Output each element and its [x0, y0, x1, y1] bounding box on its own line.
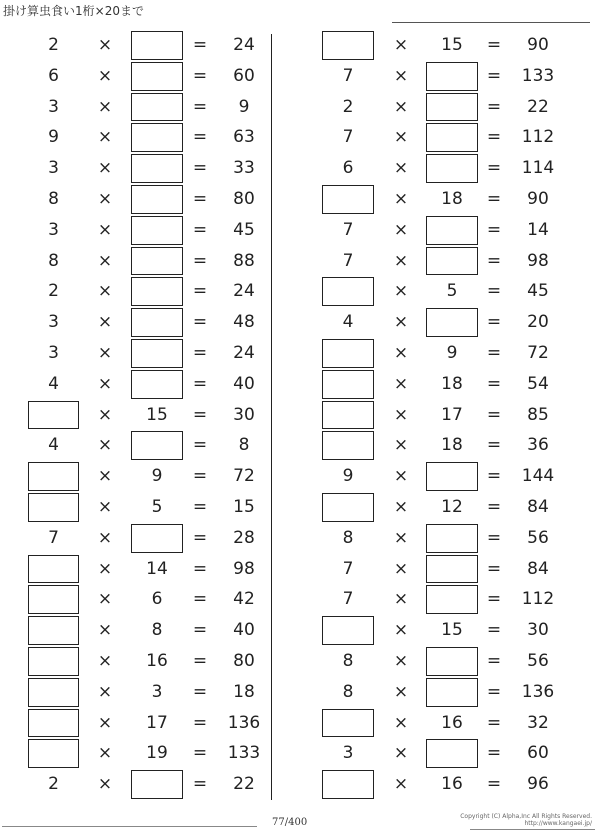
product: 96: [527, 774, 549, 795]
times-sign: ×: [393, 188, 409, 209]
answer-box-multiplier[interactable]: [131, 62, 183, 91]
times-sign: ×: [97, 589, 113, 610]
multiplier: 12: [441, 496, 463, 517]
equals-sign: =: [486, 127, 502, 148]
times-sign: ×: [393, 558, 409, 579]
equals-sign: =: [192, 774, 208, 795]
multiplicand: 3: [48, 312, 59, 333]
times-sign: ×: [393, 342, 409, 363]
times-sign: ×: [97, 466, 113, 487]
product: 136: [521, 681, 555, 702]
product: 56: [527, 650, 549, 671]
answer-box-multiplier[interactable]: [131, 123, 183, 152]
answer-box-multiplicand[interactable]: [322, 709, 374, 738]
equals-sign: =: [192, 527, 208, 548]
times-sign: ×: [97, 373, 113, 394]
equals-sign: =: [192, 589, 208, 610]
times-sign: ×: [393, 281, 409, 302]
multiplier: 16: [146, 650, 168, 671]
product: 56: [527, 527, 549, 548]
multiplicand: 8: [48, 250, 59, 271]
product: 80: [233, 650, 255, 671]
answer-box-multiplier[interactable]: [426, 62, 478, 91]
product: 133: [521, 65, 555, 86]
answer-box-multiplier[interactable]: [131, 185, 183, 214]
multiplier: 16: [441, 712, 463, 733]
copyright-notice: [460, 813, 592, 827]
answer-box-multiplicand[interactable]: [28, 585, 79, 614]
multiplicand: 4: [48, 435, 59, 456]
answer-box-multiplicand[interactable]: [28, 462, 79, 491]
answer-box-multiplier[interactable]: [131, 339, 183, 368]
multiplier: 15: [146, 404, 168, 425]
equals-sign: =: [486, 96, 502, 117]
product: 42: [233, 589, 255, 610]
equals-sign: =: [192, 219, 208, 240]
equals-sign: =: [486, 558, 502, 579]
multiplicand: 7: [342, 219, 354, 240]
multiplicand: 8: [48, 188, 59, 209]
product: 54: [527, 373, 549, 394]
equals-sign: =: [486, 650, 502, 671]
footer-line-right: [470, 829, 595, 830]
answer-box-multiplier[interactable]: [426, 308, 478, 337]
multiplier: 17: [441, 404, 463, 425]
answer-box-multiplicand[interactable]: [28, 647, 79, 676]
product: 9: [238, 96, 250, 117]
answer-box-multiplier[interactable]: [131, 770, 183, 799]
answer-box-multiplier[interactable]: [426, 555, 478, 584]
times-sign: ×: [97, 774, 113, 795]
answer-box-multiplier[interactable]: [131, 524, 183, 553]
answer-box-multiplier[interactable]: [426, 462, 478, 491]
equals-sign: =: [486, 774, 502, 795]
multiplicand: 6: [342, 158, 354, 179]
product: 98: [527, 250, 549, 271]
equals-sign: =: [486, 712, 502, 733]
equals-sign: =: [486, 404, 502, 425]
equals-sign: =: [486, 466, 502, 487]
multiplicand: 2: [48, 35, 59, 55]
product: 60: [527, 743, 549, 764]
times-sign: ×: [97, 527, 113, 548]
times-sign: ×: [393, 774, 409, 795]
equals-sign: =: [192, 312, 208, 333]
multiplicand: 9: [342, 466, 354, 487]
answer-box-multiplicand[interactable]: [28, 493, 79, 522]
product: 18: [233, 681, 255, 702]
times-sign: ×: [97, 681, 113, 702]
answer-box-multiplier[interactable]: [426, 93, 478, 122]
multiplicand: 3: [48, 342, 59, 363]
answer-box-multiplier[interactable]: [426, 678, 478, 707]
answer-box-multiplicand[interactable]: [322, 185, 374, 214]
times-sign: ×: [97, 281, 113, 302]
equals-sign: =: [192, 404, 208, 425]
column-divider: [271, 34, 272, 800]
answer-box-multiplicand[interactable]: [322, 277, 374, 306]
equals-sign: =: [486, 743, 502, 764]
multiplier: 3: [151, 681, 163, 702]
product: 84: [527, 496, 549, 517]
multiplicand: 7: [342, 250, 354, 271]
product: 30: [527, 620, 549, 641]
times-sign: ×: [393, 589, 409, 610]
product: 84: [527, 558, 549, 579]
multiplier: 17: [146, 712, 168, 733]
product: 32: [527, 712, 549, 733]
times-sign: ×: [393, 620, 409, 641]
product: 48: [233, 312, 255, 333]
times-sign: ×: [393, 712, 409, 733]
product: 33: [233, 158, 255, 179]
times-sign: ×: [97, 188, 113, 209]
times-sign: ×: [393, 496, 409, 517]
answer-box-multiplier[interactable]: [131, 277, 183, 306]
times-sign: ×: [97, 35, 113, 55]
equals-sign: =: [486, 589, 502, 610]
equals-sign: =: [486, 65, 502, 86]
answer-box-multiplicand[interactable]: [322, 31, 374, 60]
answer-box-multiplier[interactable]: [131, 216, 183, 245]
times-sign: ×: [97, 158, 113, 179]
multiplicand: 8: [342, 681, 354, 702]
footer-line-left: [2, 826, 257, 827]
multiplicand: 3: [48, 96, 59, 117]
equals-sign: =: [192, 620, 208, 641]
equals-sign: =: [192, 712, 208, 733]
multiplicand: 7: [48, 527, 59, 548]
answer-box-multiplicand[interactable]: [28, 739, 79, 768]
product: 14: [527, 219, 549, 240]
equals-sign: =: [192, 342, 208, 363]
product: 112: [521, 127, 555, 148]
times-sign: ×: [97, 620, 113, 641]
times-sign: ×: [393, 650, 409, 671]
page-number: 77/400: [272, 817, 308, 828]
equals-sign: =: [192, 558, 208, 579]
answer-box-multiplicand[interactable]: [322, 431, 374, 460]
equals-sign: =: [192, 96, 208, 117]
times-sign: ×: [97, 496, 113, 517]
multiplier: 14: [146, 558, 168, 579]
multiplicand: 3: [48, 158, 59, 179]
multiplicand: 2: [48, 281, 59, 302]
times-sign: ×: [393, 527, 409, 548]
answer-box-multiplicand[interactable]: [28, 709, 79, 738]
times-sign: ×: [97, 743, 113, 764]
multiplicand: 4: [48, 373, 59, 394]
answer-box-multiplier[interactable]: [426, 247, 478, 276]
answer-box-multiplicand[interactable]: [322, 339, 374, 368]
copyright-text: Copyright (C) Alpha,Inc All Rights Reserved.: [460, 813, 592, 820]
equals-sign: =: [486, 250, 502, 271]
product: 72: [233, 466, 255, 487]
answer-box-multiplier[interactable]: [131, 370, 183, 399]
equals-sign: =: [192, 681, 208, 702]
product: 112: [521, 589, 555, 610]
equals-sign: =: [486, 496, 502, 517]
multiplicand: 7: [342, 589, 354, 610]
equals-sign: =: [486, 342, 502, 363]
answer-box-multiplier[interactable]: [426, 739, 478, 768]
equals-sign: =: [192, 250, 208, 271]
multiplicand: 7: [342, 127, 354, 148]
answer-box-multiplier[interactable]: [426, 154, 478, 183]
answer-box-multiplicand[interactable]: [28, 555, 79, 584]
site-url: http://www.kangaei.jp/: [524, 820, 592, 827]
multiplicand: 7: [342, 558, 354, 579]
equals-sign: =: [486, 620, 502, 641]
equals-sign: =: [486, 219, 502, 240]
answer-box-multiplier[interactable]: [426, 123, 478, 152]
multiplicand: 2: [342, 96, 354, 117]
product: 136: [227, 712, 261, 733]
multiplier: 19: [146, 743, 168, 764]
equals-sign: =: [486, 312, 502, 333]
multiplicand: 4: [342, 312, 354, 333]
times-sign: ×: [97, 404, 113, 425]
answer-box-multiplier[interactable]: [426, 524, 478, 553]
multiplicand: 8: [342, 650, 354, 671]
product: 88: [233, 250, 255, 271]
equals-sign: =: [192, 496, 208, 517]
multiplier: 8: [151, 620, 163, 641]
product: 8: [238, 435, 250, 456]
product: 20: [527, 312, 549, 333]
equals-sign: =: [486, 158, 502, 179]
answer-box-multiplicand[interactable]: [28, 401, 79, 430]
answer-box-multiplier[interactable]: [131, 308, 183, 337]
multiplicand: 6: [48, 65, 59, 86]
times-sign: ×: [393, 96, 409, 117]
times-sign: ×: [393, 127, 409, 148]
equals-sign: =: [192, 65, 208, 86]
product: 15: [233, 496, 255, 517]
multiplier: 15: [441, 35, 463, 55]
equals-sign: =: [486, 373, 502, 394]
product: 60: [233, 65, 255, 86]
product: 24: [233, 281, 255, 302]
times-sign: ×: [393, 35, 409, 55]
answer-box-multiplicand[interactable]: [322, 401, 374, 430]
times-sign: ×: [393, 435, 409, 456]
product: 22: [527, 96, 549, 117]
multiplier: 9: [446, 342, 458, 363]
answer-box-multiplier[interactable]: [131, 431, 183, 460]
times-sign: ×: [97, 712, 113, 733]
answer-box-multiplicand[interactable]: [322, 616, 374, 645]
product: 63: [233, 127, 255, 148]
answer-box-multiplier[interactable]: [131, 247, 183, 276]
answer-box-multiplier[interactable]: [426, 216, 478, 245]
multiplier: 15: [441, 620, 463, 641]
answer-box-multiplier[interactable]: [131, 93, 183, 122]
equals-sign: =: [192, 281, 208, 302]
equals-sign: =: [486, 188, 502, 209]
times-sign: ×: [393, 250, 409, 271]
answer-box-multiplicand[interactable]: [322, 370, 374, 399]
equals-sign: =: [192, 435, 208, 456]
times-sign: ×: [393, 219, 409, 240]
answer-box-multiplier[interactable]: [131, 31, 183, 60]
times-sign: ×: [97, 558, 113, 579]
multiplier: 9: [151, 466, 163, 487]
product: 114: [521, 158, 555, 179]
multiplicand: 7: [342, 65, 354, 86]
product: 90: [527, 35, 549, 55]
multiplier: 18: [441, 435, 463, 456]
equals-sign: =: [192, 743, 208, 764]
times-sign: ×: [97, 127, 113, 148]
multiplier: 18: [441, 373, 463, 394]
worksheet-title: 掛け算虫食い1桁×20まで: [3, 4, 144, 18]
product: 22: [233, 774, 255, 795]
equals-sign: =: [486, 527, 502, 548]
times-sign: ×: [97, 650, 113, 671]
name-line: [392, 22, 590, 23]
product: 40: [233, 373, 255, 394]
times-sign: ×: [393, 65, 409, 86]
equals-sign: =: [486, 35, 502, 55]
answer-box-multiplier[interactable]: [131, 154, 183, 183]
equals-sign: =: [192, 35, 208, 55]
answer-box-multiplicand[interactable]: [322, 493, 374, 522]
times-sign: ×: [393, 404, 409, 425]
product: 144: [521, 466, 555, 487]
equals-sign: =: [192, 127, 208, 148]
multiplier: 5: [446, 281, 458, 302]
product: 72: [527, 342, 549, 363]
product: 28: [233, 527, 255, 548]
multiplicand: 9: [48, 127, 59, 148]
times-sign: ×: [97, 96, 113, 117]
equals-sign: =: [192, 158, 208, 179]
equals-sign: =: [192, 466, 208, 487]
multiplicand: 2: [48, 774, 59, 795]
answer-box-multiplicand[interactable]: [28, 678, 79, 707]
answer-box-multiplicand[interactable]: [28, 616, 79, 645]
equals-sign: =: [192, 373, 208, 394]
multiplicand: 8: [342, 527, 354, 548]
product: 36: [527, 435, 549, 456]
product: 98: [233, 558, 255, 579]
product: 45: [233, 219, 255, 240]
times-sign: ×: [393, 681, 409, 702]
multiplier: 16: [441, 774, 463, 795]
times-sign: ×: [97, 312, 113, 333]
answer-box-multiplier[interactable]: [426, 647, 478, 676]
product: 133: [227, 743, 261, 764]
product: 24: [233, 342, 255, 363]
times-sign: ×: [393, 466, 409, 487]
times-sign: ×: [393, 312, 409, 333]
times-sign: ×: [97, 435, 113, 456]
multiplier: 18: [441, 188, 463, 209]
answer-box-multiplier[interactable]: [426, 585, 478, 614]
multiplicand: 3: [48, 219, 59, 240]
times-sign: ×: [393, 373, 409, 394]
times-sign: ×: [393, 158, 409, 179]
product: 80: [233, 188, 255, 209]
multiplier: 6: [151, 589, 163, 610]
times-sign: ×: [393, 743, 409, 764]
answer-box-multiplicand[interactable]: [322, 770, 374, 799]
times-sign: ×: [97, 219, 113, 240]
product: 40: [233, 620, 255, 641]
equals-sign: =: [192, 188, 208, 209]
equals-sign: =: [486, 281, 502, 302]
multiplier: 5: [151, 496, 163, 517]
equals-sign: =: [192, 650, 208, 671]
product: 90: [527, 188, 549, 209]
product: 24: [233, 35, 255, 55]
multiplicand: 3: [342, 743, 354, 764]
product: 45: [527, 281, 549, 302]
equals-sign: =: [486, 435, 502, 456]
times-sign: ×: [97, 65, 113, 86]
times-sign: ×: [97, 342, 113, 363]
times-sign: ×: [97, 250, 113, 271]
product: 85: [527, 404, 549, 425]
equals-sign: =: [486, 681, 502, 702]
product: 30: [233, 404, 255, 425]
